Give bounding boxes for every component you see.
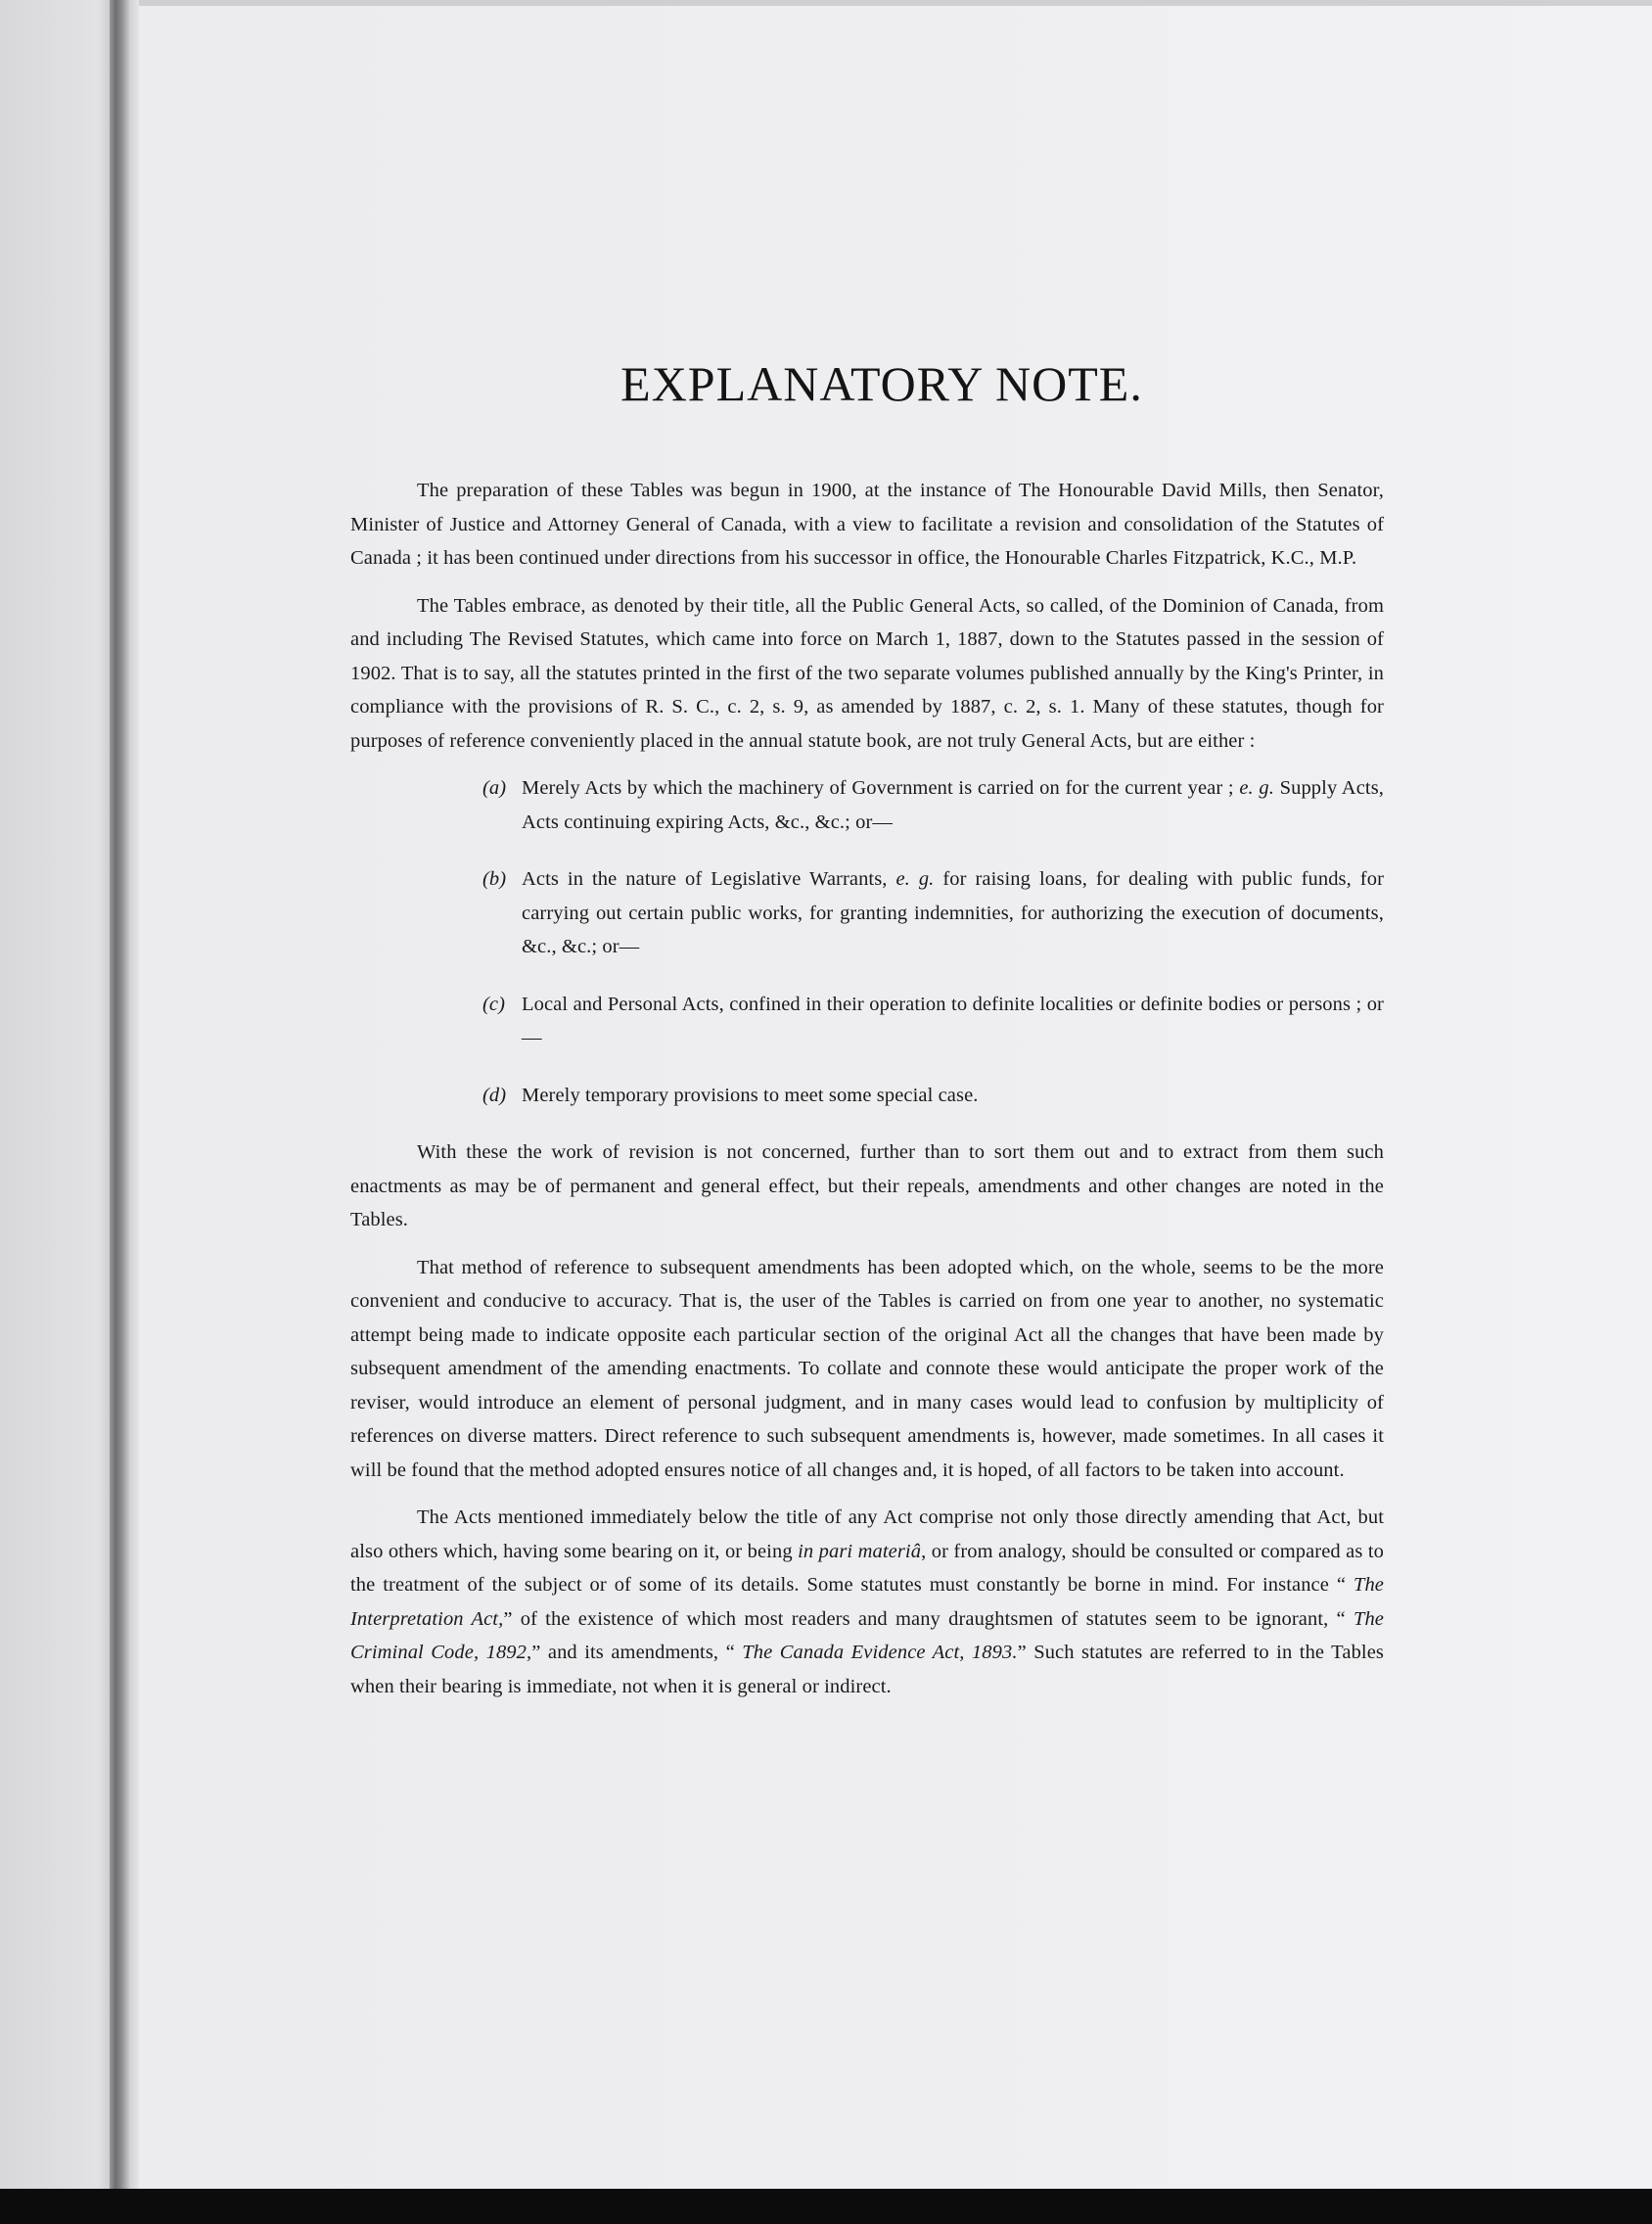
item-label: (b) [482, 868, 507, 890]
binding-shadow [110, 0, 129, 2189]
paragraph-method-of-reference: That method of reference to subsequent amendments has been adopted which, on the whole, seems to be the more convenient and conducive to accuracy. That is, the user of the Tables is carried on from one year to another, no systematic attempt being made to indicate opposite each particular section of the original Act all the changes that have been made by subsequent amendment of the amending enactments. To collate and connote these would anticipate the proper work of the reviser, would introduce an element of personal judgment, and in many cases would lead to confusion by multiplicity of references on diverse matters. Direct reference to such subsequent amendments is, however, made sometimes. In all cases it will be found that the method adopted ensures notice of all changes and, it is hoped, of all factors to be taken into account. [350, 1256, 1384, 1481]
binding-highlight [129, 0, 139, 2189]
item-text: Local and Personal Acts, confined in their operation to definite localities or definite bodies or persons ; or— [522, 993, 1384, 1048]
paragraph-tables-embrace: The Tables embrace, as denoted by their title, all the Public General Acts, so called, of the Dominion of Canada, from and including The Revised Statutes, which came into force on March 1, 1887, down to the Statutes passed in the session of 1902. That is to say, all the statutes printed in the first of the two separate volumes published annually by the King's Printer, in compliance with the provisions of R. S. C., c. 2, s. 9, as amended by 1887, c. 2, s. 1. Many of these statutes, though for purposes of reference conveniently placed in the annual statute book, are not truly General Acts, but are either : [350, 594, 1384, 752]
list-item-c [482, 988, 1384, 1055]
scan-bottom-border [0, 2189, 1652, 2224]
item-text: Acts in the nature of Legislative Warrants, e. g. for raising loans, for dealing with public funds, for carrying out certain public works, for granting indemnities, for authorizing the execution of documents, &c., &c.; or— [522, 868, 1384, 957]
item-label: (a) [482, 777, 507, 799]
paragraph-revision-scope: With these the work of revision is not concerned, further than to sort them out and to extract from them such enactments as may be of permanent and general effect, but their repeals, amendments and other changes are noted in the Tables. [350, 1141, 1384, 1230]
item-label: (c) [482, 993, 506, 1015]
acts-list [350, 771, 1384, 1112]
page-title: EXPLANATORY NOTE. [620, 356, 1143, 411]
paragraph-acts-mentioned: The Acts mentioned immediately below the title of any Act comprise not only those directly amending that Act, but also others which, having some bearing on it, or being in pari materiâ, or from analogy, should be consulted or compared as to the treatment of the subject or of some of its details. Some statutes must constantly be borne in mind. For instance “ The Interpretation Act,” of the existence of which most readers and many draughtsmen of statutes seem to be ignorant, “ The Criminal Code, 1892,” and its amendments, “ The Canada Evidence Act, 1893.” Such statutes are referred to in the Tables when their bearing is immediate, not when it is general or indirect. [350, 1506, 1384, 1697]
document-body [350, 354, 1384, 1717]
paragraph-preparation: The preparation of these Tables was begun in 1900, at the instance of The Honourable David Mills, then Senator, Minister of Justice and Attorney General of Canada, with a view to facilitate a revision and consolidation of the Statutes of Canada ; it has been continued under directions from his successor in office, the Honourable Charles Fitzpatrick, K.C., M.P. [350, 480, 1384, 569]
item-label: (d) [482, 1084, 507, 1106]
item-text: Merely temporary provisions to meet some special case. [522, 1084, 979, 1106]
page-left-edge [0, 0, 110, 2189]
page-top-edge [0, 0, 1652, 6]
list-item-a [482, 771, 1384, 839]
list-item-b [482, 862, 1384, 964]
item-text: Merely Acts by which the machinery of Government is carried on for the current year ; e. g. Supply Acts, Acts continuing expiring Acts, &c., &c.; or— [522, 777, 1384, 833]
list-item-d [482, 1079, 1384, 1113]
